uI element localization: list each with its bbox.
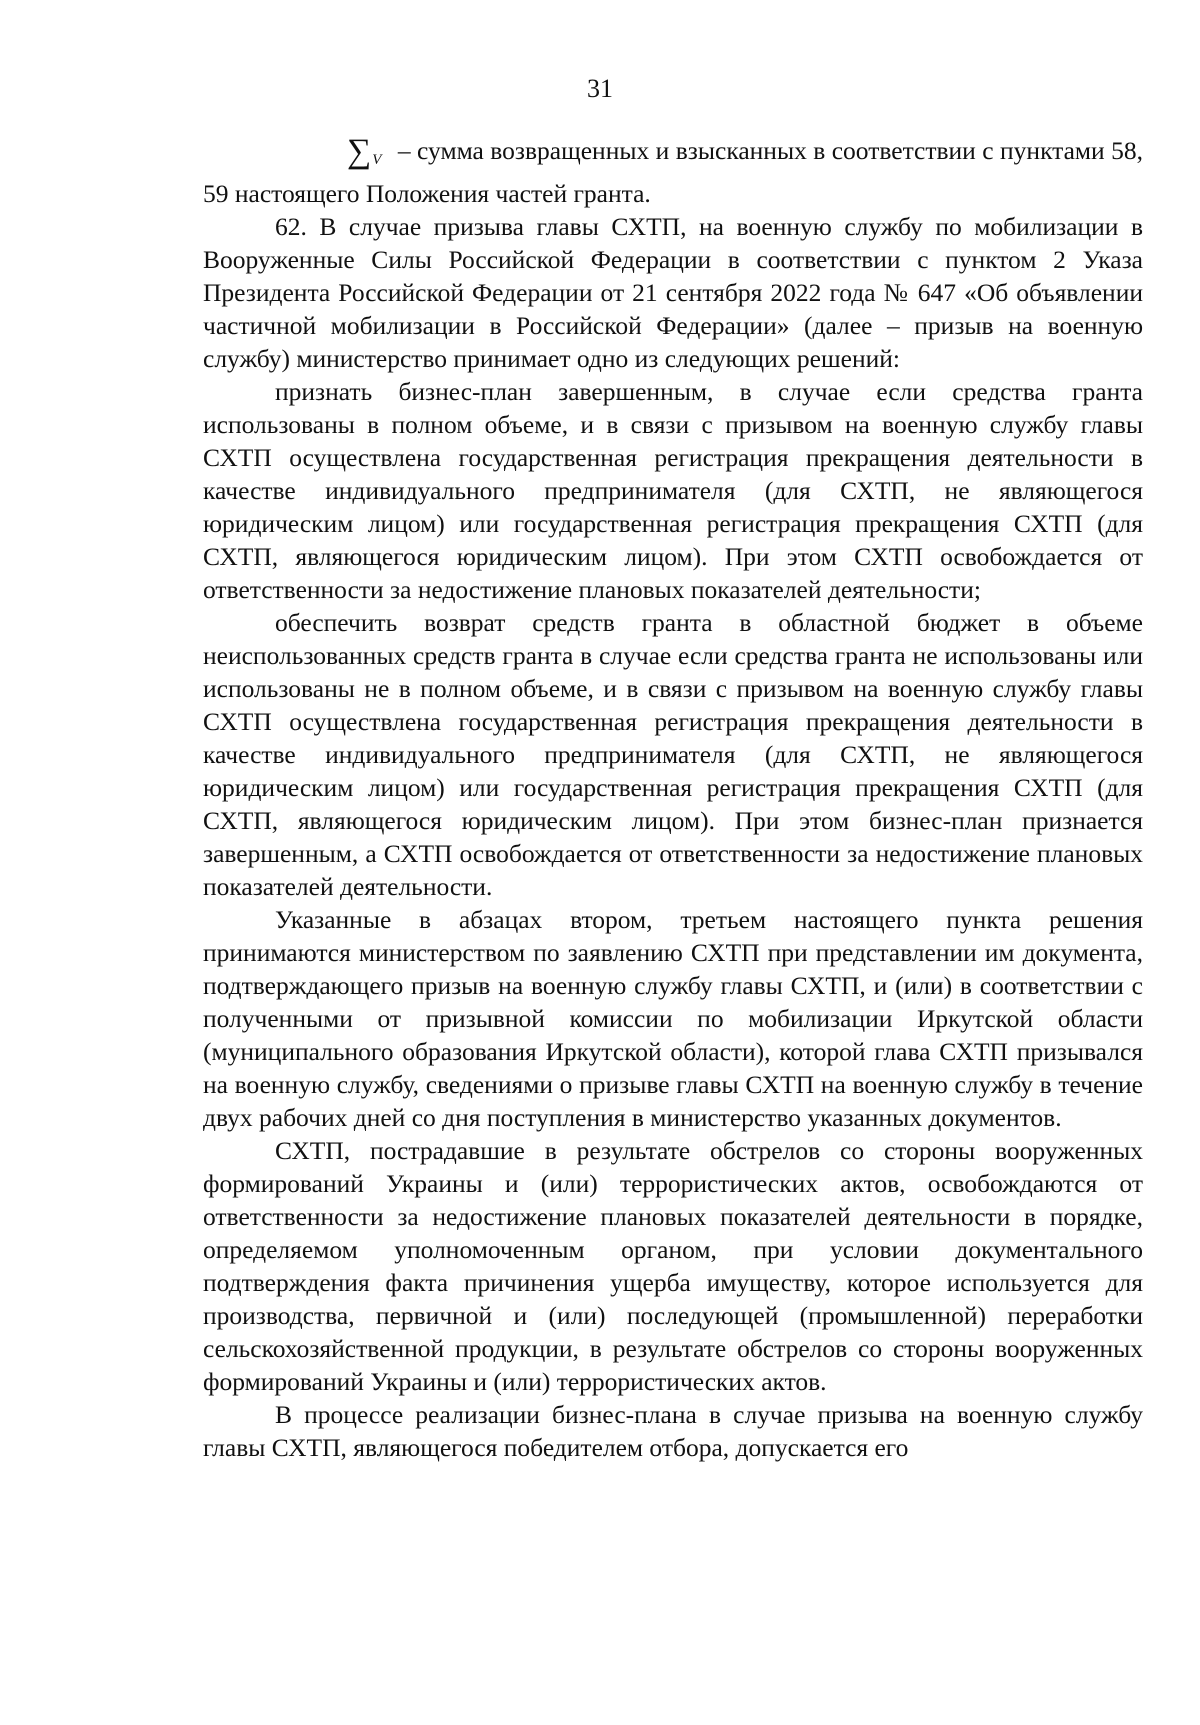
sigma-subscript: V	[372, 152, 382, 168]
paragraph-62: 62. В случае призыва главы СХТП, на военную службу по мобилизации в Вооруженные Силы Российской Федерации в соответствии с пунктом 2 Указа Президента Российской Федерации от 21 сентября 2022 года № 647 «Об объявлении частичной мобилизации в Российской Федерации» (далее – призыв на военную службу) министерство принимает одно из следующих решений:	[203, 212, 1143, 373]
paragraph-ensure-refund: обеспечить возврат средств гранта в областной бюджет в объеме неиспользованных средств гранта в случае если средства гранта не использованы или использованы не в полном объеме, и в связи с призывом на военную службу главы СХТП осуществлена государственная регистрация прекращения деятельности в качестве индивидуального предпринимателя (для СХТП, не являющегося юридическим лицом) или государственная регистрация прекращения СХТП (для СХТП, являющегося юридическим лицом). При этом бизнес-план признается завершенным, а СХТП освобождается от ответственности за недостижение плановых показателей деятельности.	[203, 608, 1143, 901]
formula-definition	[203, 134, 1143, 210]
page-number: 31	[587, 74, 613, 103]
formula-description: – сумма возвращенных и взысканных в соответствии с пунктами 58, 59 настоящего Положения частей гранта.	[203, 136, 1143, 208]
paragraph-decision-procedure: Указанные в абзацах втором, третьем настоящего пункта решения принимаются министерством по заявлению СХТП при представлении им документа, подтверждающего призыв на военную службу главы СХТП, и (или) в соответствии с полученными от призывной комиссии по мобилизации Иркутской области (муниципального образования Иркутской области), которой глава СХТП призывался на военную службу, сведениями о призыве главы СХТП на военную службу в течение двух рабочих дней со дня поступления в министерство указанных документов.	[203, 905, 1143, 1132]
paragraph-business-plan-process: В процессе реализации бизнес-плана в случае призыва на военную службу главы СХТП, являющегося победителем отбора, допускается его	[203, 1400, 1143, 1462]
paragraph-shelling-exemption: СХТП, пострадавшие в результате обстрелов со стороны вооруженных формирований Украины и (или) террористических актов, освобождаются от ответственности за недостижение плановых показателей деятельности в порядке, определяемом уполномоченным органом, при условии документального подтверждения факта причинения ущерба имуществу, которое используется для производства, первичной и (или) последующей (промышленной) переработки сельскохозяйственной продукции, в результате обстрелов со стороны вооруженных формирований Украины и (или) террористических актов.	[203, 1136, 1143, 1396]
document-body	[203, 134, 1143, 1464]
sigma-symbol: ∑	[347, 133, 372, 170]
paragraph-recognize-completed: признать бизнес-план завершенным, в случае если средства гранта использованы в полном объеме, и в связи с призывом на военную службу главы СХТП осуществлена государственная регистрация прекращения деятельности в качестве индивидуального предпринимателя (для СХТП, не являющегося юридическим лицом) или государственная регистрация прекращения СХТП (для СХТП, являющегося юридическим лицом). При этом СХТП освобождается от ответственности за недостижение плановых показателей деятельности;	[203, 377, 1143, 604]
